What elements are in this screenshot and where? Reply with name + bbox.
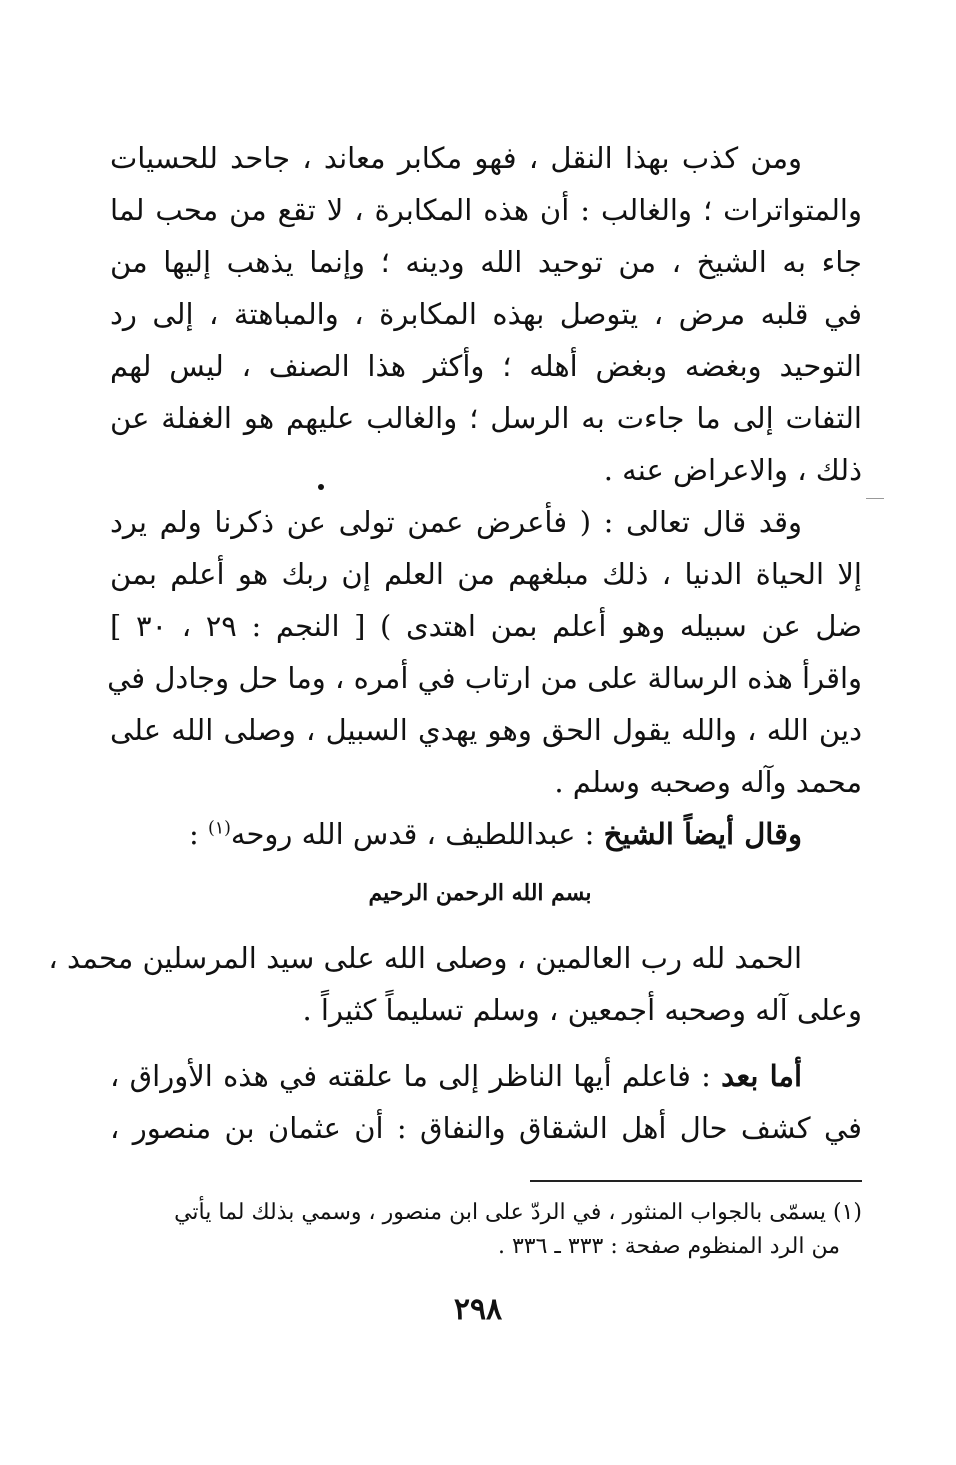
paragraph-3 [48, 932, 862, 1036]
footnote-divider [530, 1180, 862, 1182]
section-heading [110, 808, 862, 860]
paragraph-4-bold-part: أما بعد [721, 1059, 803, 1093]
paragraph-1 [110, 132, 862, 496]
paragraph-1-line-3: جاء به الشيخ ، من توحيد الله ودينه ؛ وإنما يذهب إليها من [110, 245, 862, 279]
paragraph-3-line-1: الحمد لله رب العالمين ، وصلى الله على سيد المرسلين محمد ، [48, 941, 802, 975]
paragraph-1-line-5: التوحيد وبغضه وبغض أهله ؛ وأكثر هذا الصنف ، ليس لهم [110, 349, 862, 383]
page-number: ٢٩٨ [453, 1292, 503, 1327]
paragraph-2-line-2: إلا الحياة الدنيا ، ذلك مبلغهم من العلم إن ربك هو أعلم بمن [110, 557, 862, 591]
footnote-line-2: من الرد المنظوم صفحة : ٣٣٣ ـ ٣٣٦ . [497, 1234, 840, 1259]
stray-dot-mark [318, 484, 324, 490]
heading-end: : [188, 817, 208, 851]
paragraph-2-line-6: محمد وآله وصحبه وسلم . [554, 765, 862, 799]
paragraph-1-line-2: والمتواترات ؛ والغالب : أن هذه المكابرة ، لا تقع من محب لما [110, 193, 862, 227]
paragraph-1-line-1: ومن كذب بهذا النقل ، فهو مكابر معاند ، جاحد للحسيات [110, 141, 802, 175]
paragraph-2-line-1: وقد قال تعالى : ( فأعرض عمن تولى عن ذكرنا ولم يرد [110, 505, 802, 539]
heading-rest: : عبداللطيف ، قدس الله روحه [230, 817, 604, 851]
paragraph-1-line-7: ذلك ، والاعراض عنه . [603, 453, 862, 487]
margin-mark [866, 498, 884, 499]
paragraph-4-line-2: في كشف حال أهل الشقاق والنفاق : أن عثمان بن منصور ، [110, 1111, 862, 1145]
heading-bold-part: وقال أيضاً الشيخ [603, 817, 802, 851]
footnote-ref: (١) [207, 818, 231, 839]
paragraph-1-line-4: في قلبه مرض ، يتوصل بهذه المكابرة ، والمباهتة ، إلى رد [110, 297, 862, 331]
paragraph-1-line-6: التفات إلى ما جاءت به الرسل ؛ والغالب عليهم هو الغفلة عن [110, 401, 862, 435]
basmala: بسم الله الرحمن الرحيم [368, 880, 592, 906]
footnote [110, 1196, 862, 1264]
paragraph-2-line-5: دين الله ، والله يقول الحق وهو يهدي السبيل ، وصلى الله على [110, 713, 862, 747]
paragraph-2-line-3: ضل عن سبيله وهو أعلم بمن اهتدى ) [ النجم : ٢٩ ، ٣٠ ] [110, 609, 863, 643]
section-heading-line [110, 808, 862, 860]
paragraph-4-first-rest: : فاعلم أيها الناظر إلى ما علقته في هذه الأوراق ، [110, 1059, 722, 1093]
paragraph-2-line-4: واقرأ هذه الرسالة على من ارتاب في أمره ، وما حل وجادل في [107, 661, 862, 695]
paragraph-4 [110, 1050, 862, 1154]
paragraph-4-line-1 [110, 1050, 862, 1102]
paragraph-2 [107, 496, 863, 808]
footnote-line-1: (١) يسمّى بالجواب المنثور ، في الردّ على ابن منصور ، وسمي بذلك لما يأتي [174, 1200, 862, 1225]
paragraph-3-line-2: وعلى آله وصحبه أجمعين ، وسلم تسليماً كثيراً . [302, 993, 862, 1027]
